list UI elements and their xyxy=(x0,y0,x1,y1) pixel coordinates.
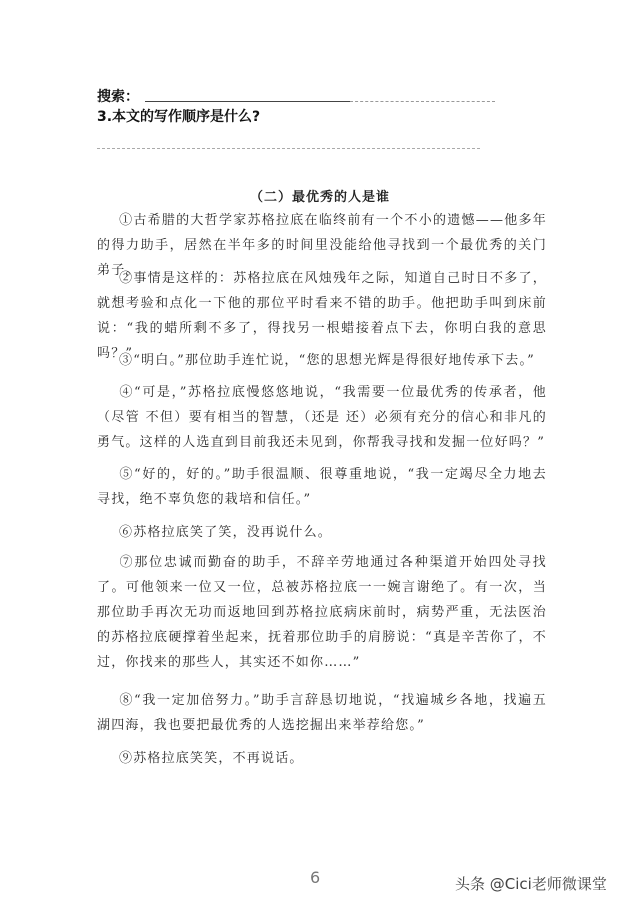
search-question xyxy=(97,84,495,106)
watermark: 头条 @Cici老师微课堂 xyxy=(455,875,607,893)
search-label: 搜索： xyxy=(97,89,139,105)
paragraph-3 xyxy=(97,348,547,373)
paragraph-text: ⑤“好的，好的。”助手很温顺、很尊重地说，“我一定竭尽全力地去寻找，绝不辜负您的栽培和信任。” xyxy=(97,467,547,507)
paragraph-8 xyxy=(97,688,547,738)
paragraph-text: ④“可是，”苏格拉底慢悠悠地说，“我需要一位最优秀的传承者，他（尽管 不但）要有相当的智慧，（还是 还）必须有充分的信心和非凡的勇气。这样的人选直到目前我还未见到，你帮我寻找和发掘一位好吗？” xyxy=(97,385,547,450)
answer-blank-solid xyxy=(145,101,350,102)
answer-blank-dashed xyxy=(350,101,495,102)
paragraph-text: ⑥苏格拉底笑了笑，没再说什么。 xyxy=(119,525,333,540)
paragraph-text: ⑦那位忠诚而勤奋的助手，不辞辛劳地通过各种渠道开始四处寻找了。可他领来一位又一位，总被苏格拉底一一婉言谢绝了。有一次，当那位助手再次无功而返地回到苏格拉底病床前时，病势严重，无法医治的苏格拉底硬撑着坐起来，抚着那位助手的肩膀说：“真是辛苦你了，不过，你找来的那些人，其实还不如你……” xyxy=(97,555,547,670)
paragraph-9 xyxy=(97,746,547,771)
paragraph-6 xyxy=(97,520,547,545)
paragraph-text: ⑨苏格拉底笑笑，不再说话。 xyxy=(119,751,304,766)
paragraph-text: ⑧“我一定加倍努力。”助手言辞恳切地说，“找遍城乡各地，找遍五湖四海，我也要把最优秀的人选挖掘出来举荐给您。” xyxy=(97,693,547,733)
paragraph-5 xyxy=(97,462,547,512)
article-title: （二）最优秀的人是谁 xyxy=(249,190,390,205)
paragraph-text: ①古希腊的大哲学家苏格拉底在临终前有一个不小的遗憾——他多年的得力助手，居然在半年多的时间里没能给他寻找到一个最优秀的关门弟子。 xyxy=(97,213,547,278)
paragraph-7 xyxy=(97,550,547,675)
paragraph-4 xyxy=(97,380,547,455)
question-3-answer-line xyxy=(97,148,480,149)
paragraph-text: ③“明白。”那位助手连忙说，“您的思想光辉是得很好地传承下去。” xyxy=(119,353,535,368)
question-3: 3.本文的写作顺序是什么? xyxy=(97,109,261,125)
paragraph-text: ②事情是这样的：苏格拉底在风烛残年之际，知道自己时日不多了，就想考验和点化一下他的那位平时看来不错的助手。他把助手叫到床前说：“我的蜡所剩不多了，得找另一根蜡接着点下去，你明白我的意思吗？” xyxy=(97,271,547,361)
page-number: 6 xyxy=(310,868,321,887)
